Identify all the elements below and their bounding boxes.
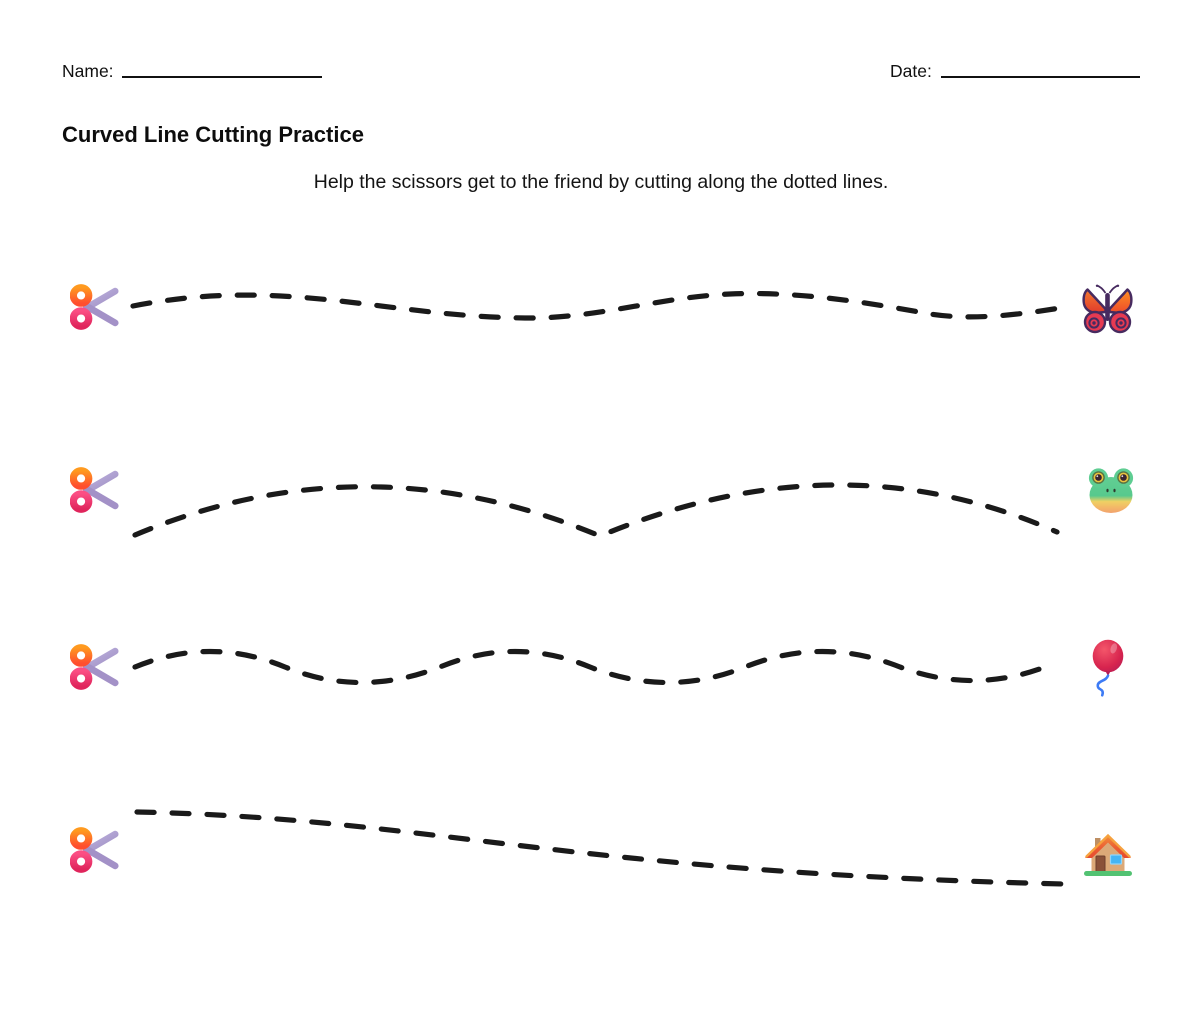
balloon-icon <box>1086 636 1130 705</box>
cutting-line-1 <box>133 294 1072 319</box>
scissors-icon <box>70 641 120 698</box>
cutting-line-4 <box>137 812 1063 884</box>
cutting-line-2 <box>135 485 1057 536</box>
frog-icon <box>1085 462 1137 522</box>
cutting-line-3 <box>135 652 1055 683</box>
date-label: Date: <box>890 61 932 81</box>
page-title: Curved Line Cutting Practice <box>62 122 364 147</box>
scissors-icon <box>70 464 120 521</box>
scissors-icon <box>70 281 120 338</box>
name-label: Name: <box>62 61 114 81</box>
scissors-icon <box>70 824 120 881</box>
instructions-text: Help the scissors get to the friend by cutting along the dotted lines. <box>313 171 889 193</box>
house-icon <box>1082 828 1134 885</box>
butterfly-icon <box>1081 284 1134 339</box>
